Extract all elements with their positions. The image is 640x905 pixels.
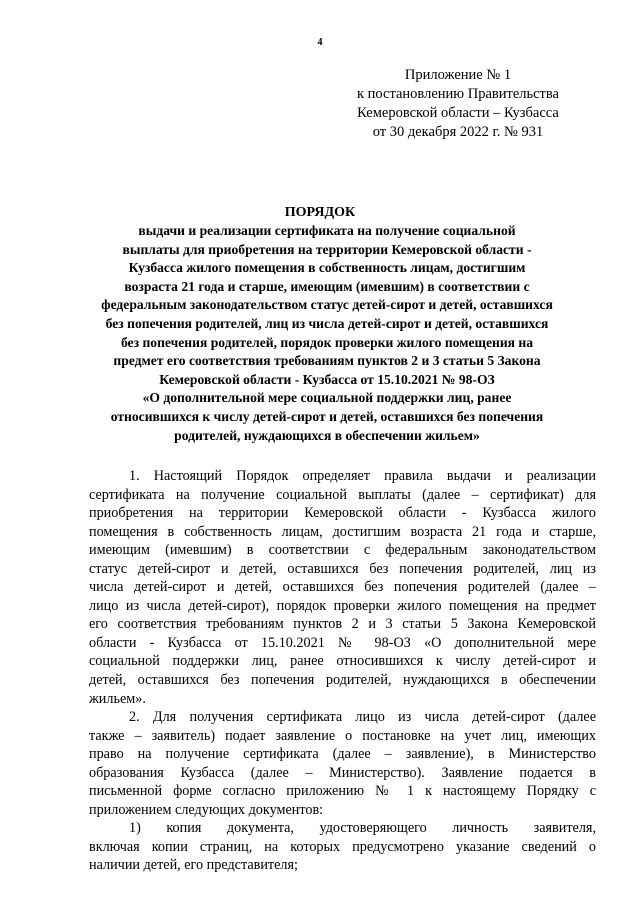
heading-line: федеральным законодательством статус детей-сирот и детей, оставшихся xyxy=(101,297,553,313)
paragraph-line: также – заявитель) подает заявление о постановке на учет лиц, имеющих xyxy=(89,727,596,744)
heading-line: «О дополнительной мере социальной поддержки лиц, ранее xyxy=(142,390,512,406)
paragraph-line: лицо из числа детей-сирот), порядок проверки жилого помещения на предмет xyxy=(89,597,596,614)
paragraph-line: наличии детей, его представителя; xyxy=(89,857,298,874)
appendix-line: Приложение № 1 xyxy=(404,67,512,83)
paragraph-line: его соответствия требованиям пунктов 2 и 3 статьи 5 Закона Кемеровской xyxy=(89,616,596,633)
heading-line: относившихся к числу детей-сирот и детей, оставшихся без попечения xyxy=(110,408,544,424)
paragraph-line: приобретения на территории Кемеровской области - Кузбасса жилого xyxy=(89,505,596,522)
page-number: 4 xyxy=(317,37,323,48)
heading-line: Кемеровской области - Кузбасса от 15.10.2021 № 98-ОЗ xyxy=(159,371,495,387)
paragraph-line: области - Кузбасса от 15.10.2021 № 98-ОЗ «О дополнительной мере xyxy=(89,634,596,651)
appendix-block xyxy=(328,66,588,142)
heading-line: возраста 21 года и старше, имеющим (имевшим) в соответствии с xyxy=(124,278,530,294)
paragraph-line: сертификата на получение социальной выплаты (далее – сертификат) для xyxy=(89,486,596,503)
heading-line: Кузбасса жилого помещения в собственность лицам, достигшим xyxy=(128,260,526,276)
paragraph-2-item-1 xyxy=(89,819,596,875)
heading-line: родителей, нуждающихся в обеспечении жильем» xyxy=(174,427,480,443)
paragraph-line: 1) копия документа, удостоверяющего личность заявителя, xyxy=(129,820,596,837)
heading-line: выплаты для приобретения на территории Кемеровской области - xyxy=(122,241,532,257)
paragraph-line: письменной форме согласно приложению № 1 к настоящему Порядку с xyxy=(89,783,596,800)
paragraph-line: имеющим (имевшим) в соответствии с федеральным законодательством xyxy=(89,542,596,559)
document-body xyxy=(89,467,596,875)
heading-line: выдачи и реализации сертификата на получение социальной xyxy=(138,223,516,238)
paragraph-line: включая копии страниц, на которых предусмотрено указание сведений о xyxy=(89,838,596,855)
paragraph-line: 2. Для получения сертификата лицо из числа детей-сирот (далее xyxy=(129,709,596,726)
appendix-line: Кемеровской области – Кузбасса xyxy=(357,105,559,121)
appendix-line: от 30 декабря 2022 г. № 931 xyxy=(372,124,544,140)
heading-line: предмет его соответствия требованиям пунктов 2 и 3 статьи 5 Закона xyxy=(113,353,541,369)
document-title: ПОРЯДОК xyxy=(284,205,356,220)
paragraph-line: право на получение сертификата (далее – заявление), в Министерство xyxy=(89,746,596,763)
paragraph-line: социальной поддержки лиц, ранее относившихся к числу детей-сирот и xyxy=(89,653,596,670)
paragraph-line: статус детей-сирот и детей, оставшихся без попечения родителей, лиц из xyxy=(89,560,596,577)
paragraph-line: числа детей-сирот и детей, оставшихся без попечения родителей (далее – xyxy=(89,579,596,596)
heading-line: без попечения родителей, лиц из числа детей-сирот и детей, оставшихся xyxy=(105,315,549,331)
paragraph-2 xyxy=(89,708,596,819)
appendix-line: к постановлению Правительства xyxy=(357,86,559,102)
paragraph-line: 1. Настоящий Порядок определяет правила выдачи и реализации xyxy=(129,468,596,484)
paragraph-line: помещения в собственность лицам, достигшим возраста 21 года и старше, xyxy=(89,523,596,540)
paragraph-1 xyxy=(89,467,596,708)
paragraph-line: жильем». xyxy=(89,690,146,707)
paragraph-line: детей, оставшихся без попечения родителей, нуждающихся в обеспечении xyxy=(89,672,596,689)
heading-line: без попечения родителей, порядок проверки жилого помещения на xyxy=(120,334,534,350)
document-heading xyxy=(88,222,566,445)
paragraph-line: образования Кузбасса (далее – Министерство). Заявление подается в xyxy=(89,764,596,781)
paragraph-line: приложением следующих документов: xyxy=(89,801,324,818)
